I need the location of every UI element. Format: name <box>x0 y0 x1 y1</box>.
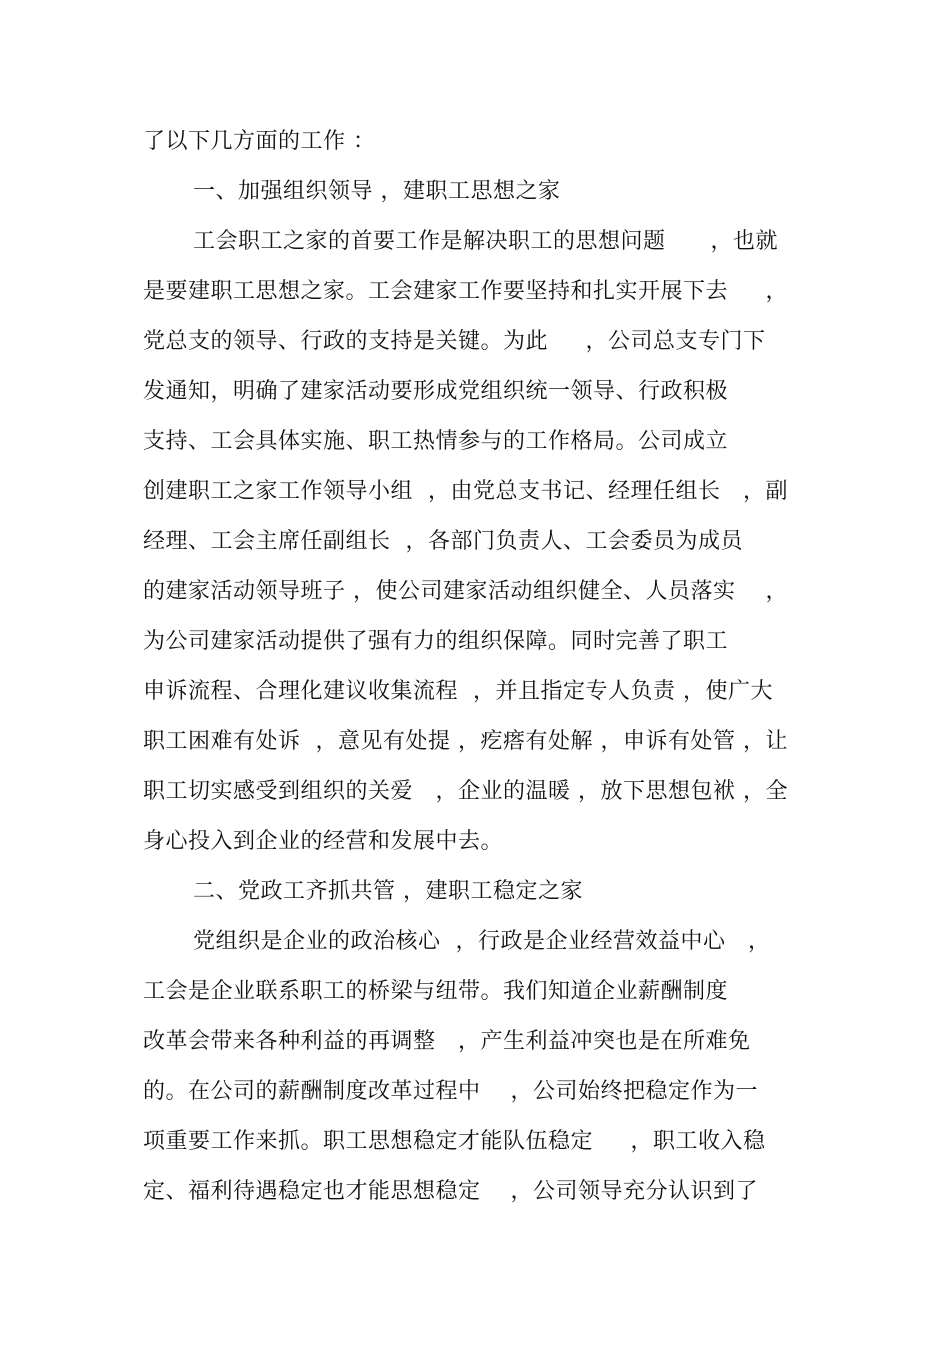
body-text-line: 为公司建家活动提供了强有力的组织保障。同时完善了职工 <box>143 629 729 654</box>
body-text-line: 了以下几方面的工作 ： <box>143 129 376 154</box>
body-text-line: 的。在公司的薪酬制度改革过程中 ，公司始终把稳定作为一 <box>143 1079 758 1104</box>
body-text-line: 创建职工之家工作领导小组 ，由党总支书记、经理任组长 ，副 <box>143 479 788 504</box>
body-text-line: 定、福利待遇稳定也才能思想稳定 ，公司领导充分认识到了 <box>143 1179 758 1204</box>
section-heading-1: 一、加强组织领导 ，建职工思想之家 <box>193 179 561 204</box>
body-text-line: 工会职工之家的首要工作是解决职工的思想问题 ，也就 <box>193 229 778 254</box>
body-text-line: 党组织是企业的政治核心 ，行政是企业经营效益中心 ， <box>193 929 771 954</box>
body-text-line: 支持、工会具体实施、职工热情参与的工作格局。公司成立 <box>143 429 729 454</box>
body-text-line: 改革会带来各种利益的再调整 ，产生利益冲突也是在所难免 <box>143 1029 751 1054</box>
body-text-line: 身心投入到企业的经营和发展中去。 <box>143 829 504 854</box>
body-text-line: 是要建职工思想之家。工会建家工作要坚持和扎实开展下去 ， <box>143 279 788 304</box>
body-text-line: 工会是企业联系职工的桥梁与纽带。我们知道企业薪酬制度 <box>143 979 729 1004</box>
body-text-line: 的建家活动领导班子 ，使公司建家活动组织健全、人员落实 ， <box>143 579 788 604</box>
body-text-line: 职工困难有处诉 ，意见有处提 ，疙瘩有处解 ，申诉有处管 ，让 <box>143 729 788 754</box>
body-text-line: 发通知，明确了建家活动要形成党组织统一领导、行政积极 <box>143 379 729 404</box>
body-text-line: 申诉流程、合理化建议收集流程 ，并且指定专人负责 ，使广大 <box>143 679 773 704</box>
body-text-line: 党总支的领导、行政的支持是关键。为此 ，公司总支专门下 <box>143 329 766 354</box>
body-text-line: 职工切实感受到组织的关爱 ，企业的温暖 ，放下思想包袱 ，全 <box>143 779 788 804</box>
body-text-line: 经理、工会主席任副组长 ，各部门负责人、工会委员为成员 <box>143 529 743 554</box>
section-heading-2: 二、党政工齐抓共管 ，建职工稳定之家 <box>193 879 583 904</box>
body-text-line: 项重要工作来抓。职工思想稳定才能队伍稳定 ，职工收入稳 <box>143 1129 766 1154</box>
